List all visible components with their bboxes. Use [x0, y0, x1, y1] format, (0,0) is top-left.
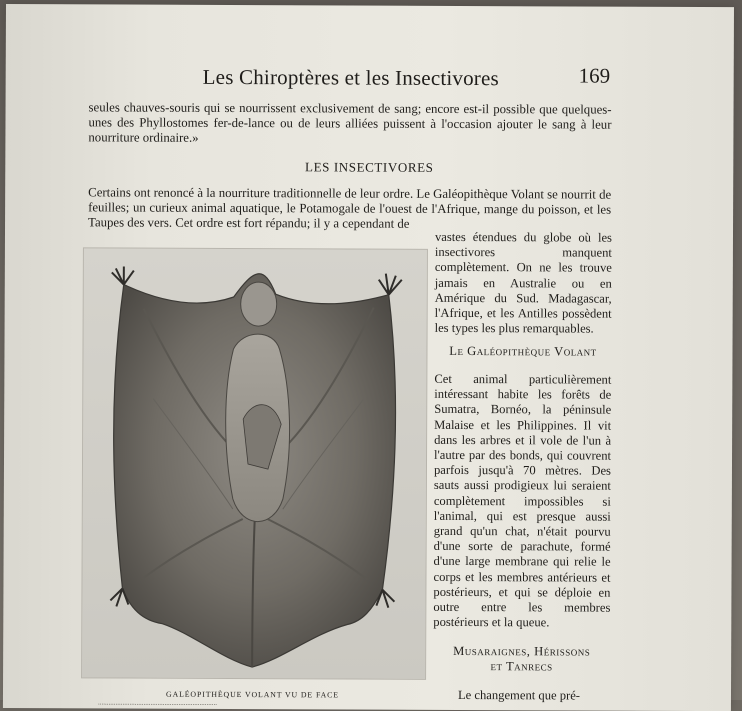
- paragraph-musaraignes-start: Le changement que pré-: [457, 687, 581, 703]
- paragraph-galeopitheque: Cet animal particulièrement intéressant habite les forêts de Sumatra, Bornéo, la péninsule Malaise et les Philippines. Il vit dans les arbres et il vole de l'un à l'autre par des bonds, qui couvrent parfois jusqu'à 70 mètres. Des sauts aussi prodigieux lui seraient complètement impossibles si l'animal, qui est presque aussi grand qu'un chat, n'était pourvu d'une sorte de parachute, formé d'une large membrane qui relie le corps et les membres antérieurs et postérieurs, et qui se déploie en outre entre les membres postérieurs et la queue.: [433, 371, 612, 630]
- figure-caption: GALÉOPITHÈQUE VOLANT VU DE FACE: [166, 689, 339, 700]
- page-number: 169: [578, 63, 611, 88]
- subheading-galeopitheque: Le Galéopithèque Volant: [449, 343, 597, 359]
- section-heading-insectivores: LES INSECTIVORES: [305, 159, 434, 175]
- subheading-musaraignes-line2: et Tanrecs: [490, 659, 553, 674]
- figure-caption-cutoff: ....................................................................: [97, 698, 217, 707]
- galeopitheque-photograph: [81, 247, 428, 680]
- paragraph-insectivores-intro: Certains ont renoncé à la nourriture traditionnelle de leur ordre. Le Galéopithèque Volant se nourrit de feuilles; un curieux animal aquatique, le Potamogale de l'ouest de l'Afrique, mange du poisson, et les Taupes des vers. Cet ordre est fort répandu; il y a cependant de: [88, 185, 612, 231]
- paragraph-insectivores-continued: vastes étendues du globe où les insectivores manquent complètement. On ne les trouve jamais en Australie ou en Amérique du Sud. Madagascar, l'Afrique, et les Antilles possèdent les types les plus remarquables.: [434, 229, 613, 336]
- paragraph-opening: seules chauves-souris qui se nourrissent exclusivement de sang; encore est-il possible que quelques-unes des Phyllostomes fer-de-lance ou de leurs alliées puissent à l'occasion ajouter le sang à leur nourriture ordinaire.»: [88, 100, 612, 146]
- running-head-title: Les Chiroptères et les Insectivores: [202, 64, 499, 91]
- subheading-musaraignes: [433, 644, 610, 675]
- colugo-illustration: [82, 248, 427, 678]
- book-page: [3, 4, 734, 711]
- subheading-musaraignes-line1: Musaraignes, Hérissons: [453, 643, 591, 659]
